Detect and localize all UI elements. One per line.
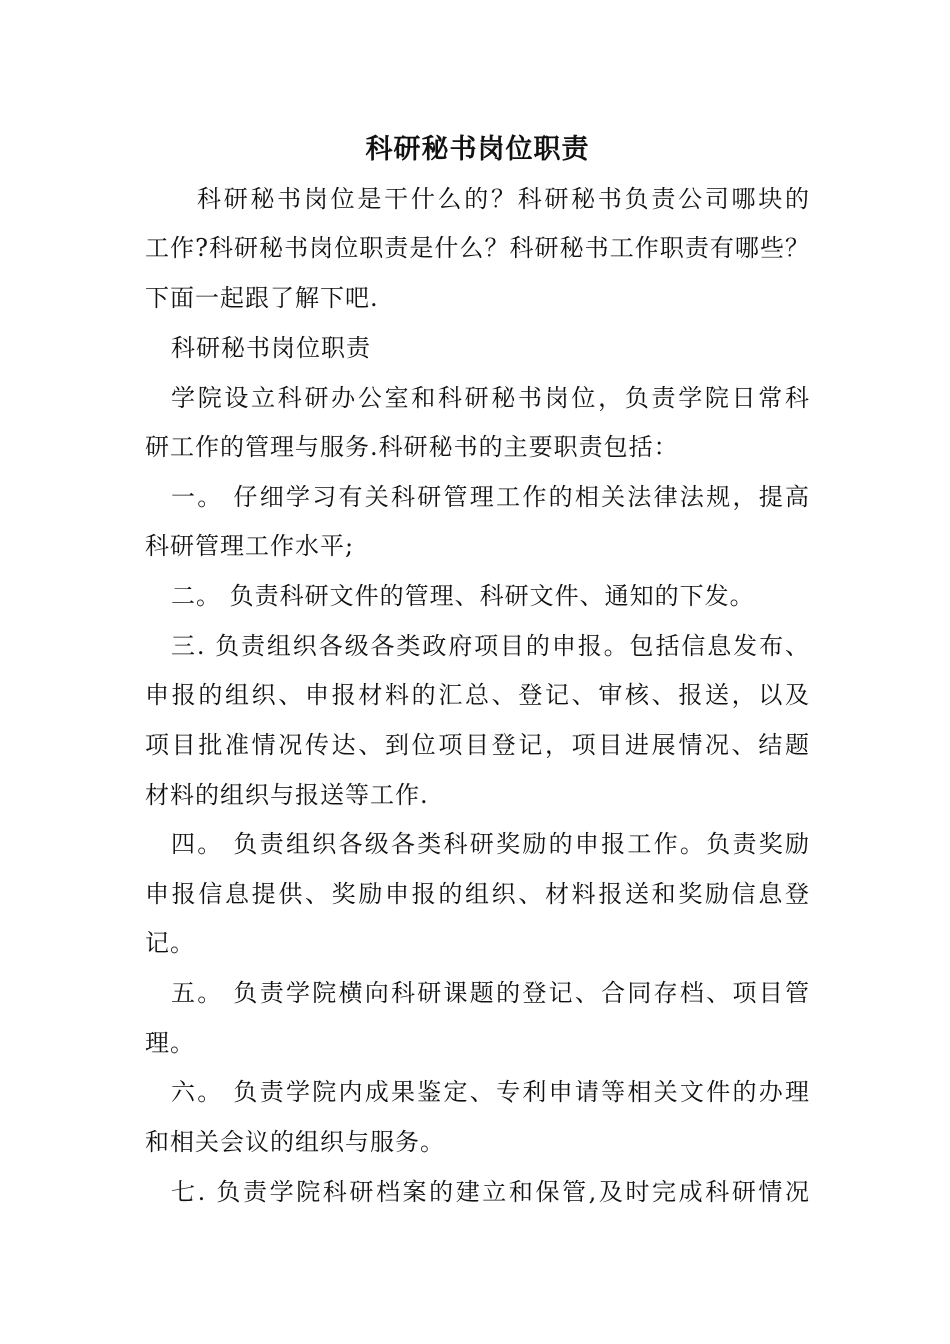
section-heading: 科研秘书岗位职责	[171, 334, 371, 362]
list-item-line: 二。 负责科研文件的管理、科研文件、通知的下发。	[171, 582, 755, 610]
list-item-line: 三. 负责组织各级各类政府项目的申报。包括信息发布、	[171, 632, 810, 660]
list-item-line: 七. 负责学院科研档案的建立和保管,及时完成科研情况	[171, 1178, 810, 1206]
list-item-line: 六。 负责学院内成果鉴定、专利申请等相关文件的办理	[171, 1078, 810, 1106]
list-item-line: 项目批准情况传达、到位项目登记，项目进展情况、结题	[145, 731, 810, 759]
list-item-line: 四。 负责组织各级各类科研奖励的申报工作。负责奖励	[171, 830, 810, 858]
list-item-line: 记。	[145, 929, 195, 957]
paragraph-line: 研工作的管理与服务.科研秘书的主要职责包括：	[145, 433, 679, 461]
list-item-line: 五。 负责学院横向科研课题的登记、合同存档、项目管	[171, 979, 810, 1007]
list-item-line: 科研管理工作水平;	[145, 532, 355, 560]
paragraph-line: 工作?科研秘书岗位职责是什么？科研秘书工作职责有哪些？	[145, 234, 810, 262]
paragraph-line: 下面一起跟了解下吧.	[145, 284, 379, 312]
list-item-line: 理。	[145, 1029, 195, 1057]
paragraph-line: 科研秘书岗位是干什么的？科研秘书负责公司哪块的	[197, 185, 810, 213]
list-item-line: 一。 仔细学习有关科研管理工作的相关法律法规，提高	[171, 483, 810, 511]
document-title: 科研秘书岗位职责	[365, 134, 590, 165]
list-item-line: 材料的组织与报送等工作.	[145, 781, 429, 809]
list-item-line: 和相关会议的组织与服务。	[145, 1128, 445, 1156]
list-item-line: 申报信息提供、奖励申报的组织、材料报送和奖励信息登	[145, 880, 810, 908]
paragraph-line: 学院设立科研办公室和科研秘书岗位，负责学院日常科	[171, 384, 810, 412]
list-item-line: 申报的组织、申报材料的汇总、登记、审核、报送，以及	[145, 681, 810, 709]
